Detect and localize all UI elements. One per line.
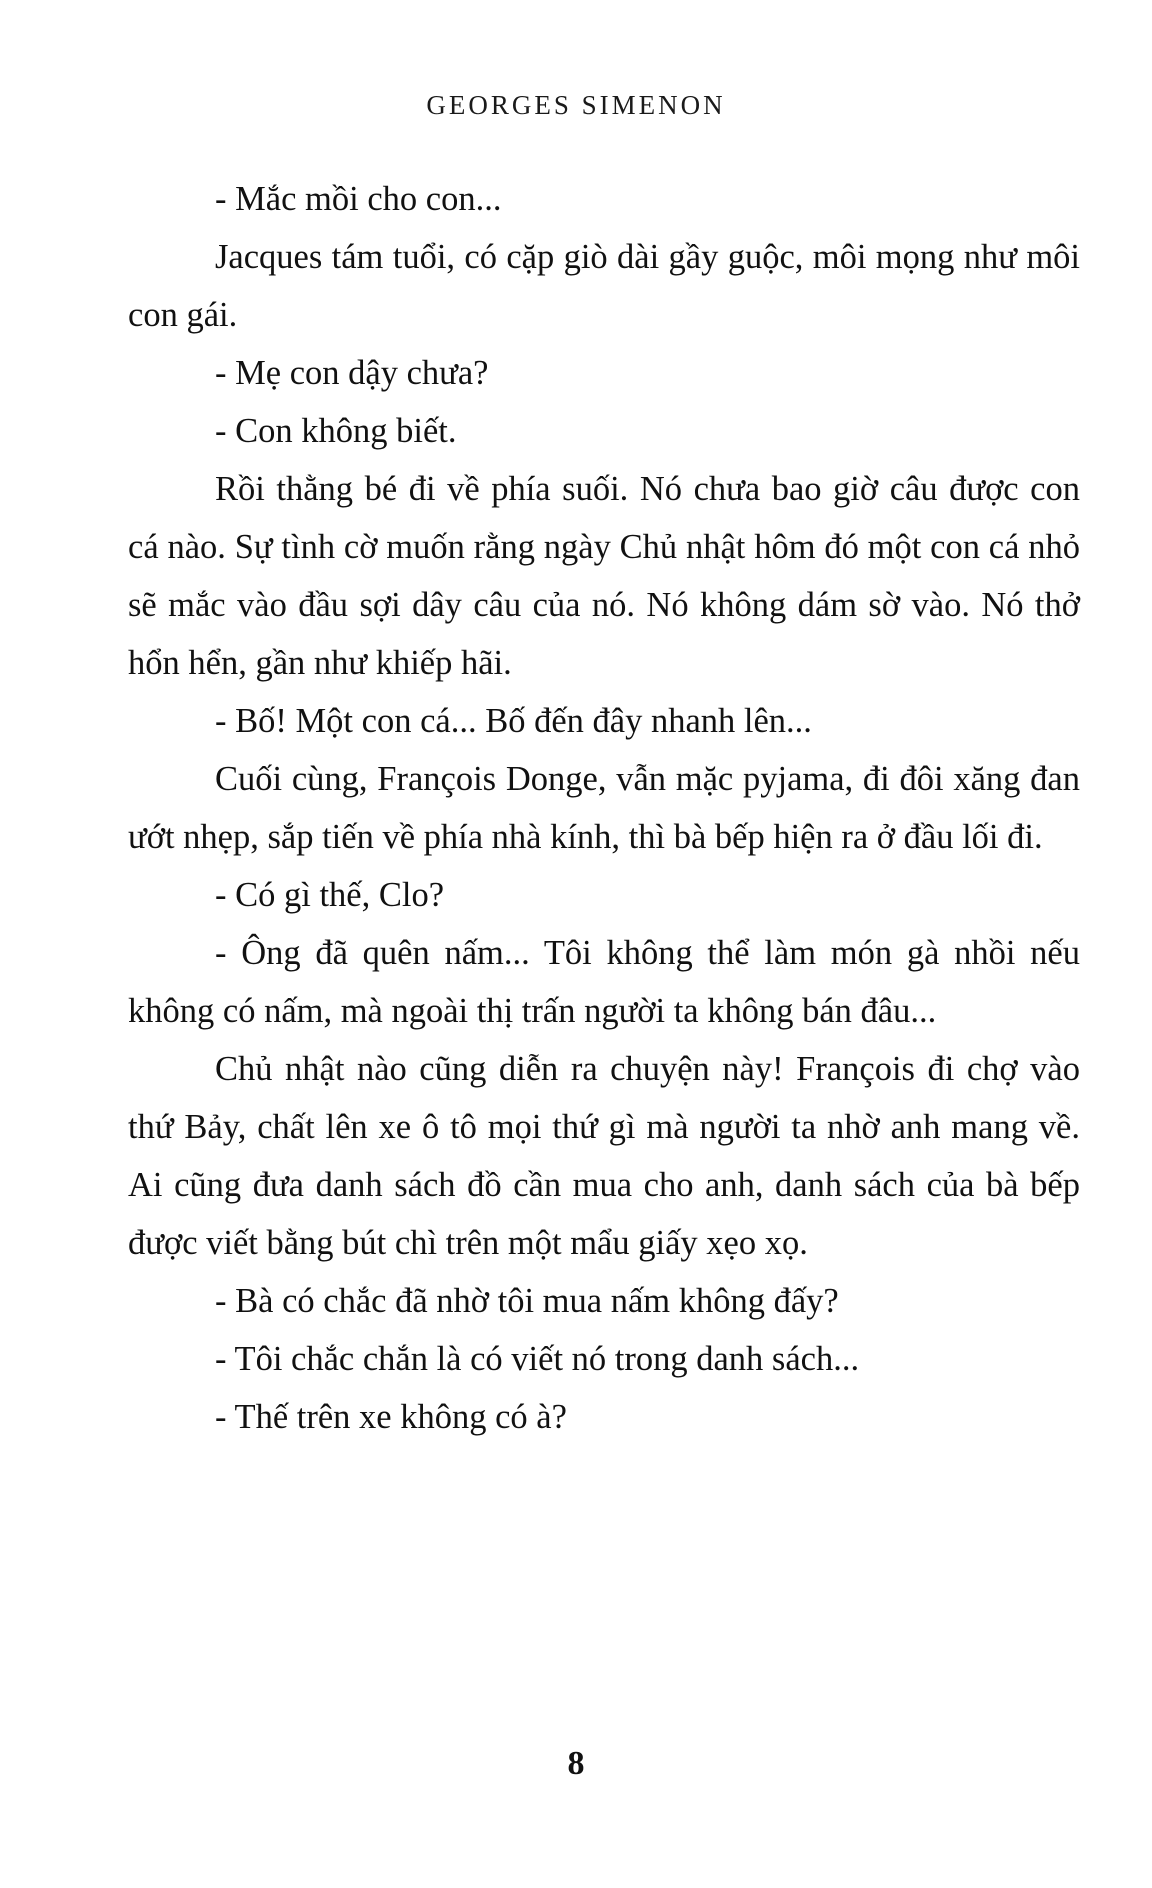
- paragraph: - Bố! Một con cá... Bố đến đây nhanh lên...: [215, 702, 812, 740]
- page-number: 8: [567, 1745, 585, 1782]
- paragraph: - Có gì thế, Clo?: [215, 876, 445, 914]
- paragraph: Cuối cùng, François Donge, vẫn mặc pyjama, đi đôi xăng đan ướt nhẹp, sắp tiến về phía nhà kính, thì bà bếp hiện ra ở đầu lối đi.: [128, 760, 1080, 856]
- paragraph: - Mắc mồi cho con...: [215, 180, 502, 218]
- paragraph: Chủ nhật nào cũng diễn ra chuyện này! François đi chợ vào thứ Bảy, chất lên xe ô tô mọi thứ gì mà người ta nhờ anh mang về. Ai cũng đưa danh sách đồ cần mua cho anh, danh sách của bà bếp được viết bằng bút chì trên một mẩu giấy xẹo xọ.: [128, 1050, 1080, 1262]
- paragraph: - Ông đã quên nấm... Tôi không thể làm món gà nhồi nếu không có nấm, mà ngoài thị trấn người ta không bán đâu...: [128, 934, 1080, 1030]
- body-text: [128, 170, 1080, 1446]
- paragraph: Rồi thằng bé đi về phía suối. Nó chưa bao giờ câu được con cá nào. Sự tình cờ muốn rằng ngày Chủ nhật hôm đó một con cá nhỏ sẽ mắc vào đầu sợi dây câu của nó. Nó không dám sờ vào. Nó thở hổn hển, gần như khiếp hãi.: [128, 470, 1080, 682]
- paragraph: - Con không biết.: [215, 412, 457, 450]
- paragraph: Jacques tám tuổi, có cặp giò dài gầy guộc, môi mọng như môi con gái.: [128, 238, 1080, 334]
- paragraph: - Tôi chắc chắn là có viết nó trong danh sách...: [215, 1340, 860, 1378]
- paragraph: - Mẹ con dậy chưa?: [215, 354, 489, 392]
- paragraph: - Bà có chắc đã nhờ tôi mua nấm không đấy?: [215, 1282, 839, 1320]
- paragraph: - Thế trên xe không có à?: [215, 1398, 567, 1436]
- running-header-author: GEORGES SIMENON: [426, 90, 726, 120]
